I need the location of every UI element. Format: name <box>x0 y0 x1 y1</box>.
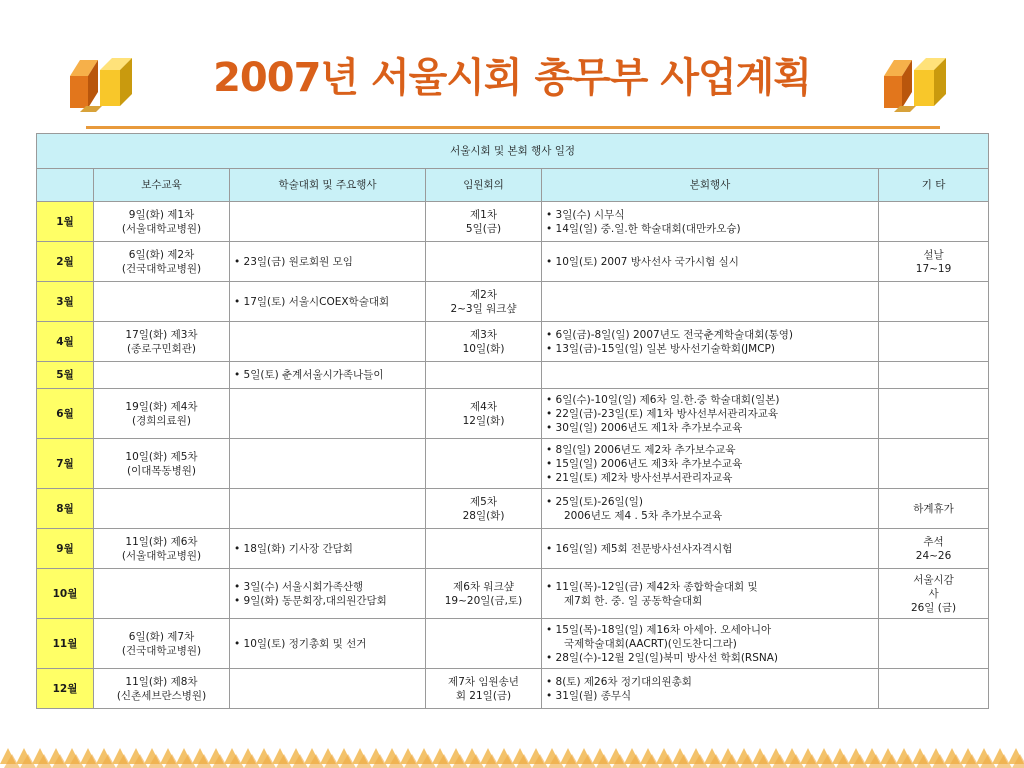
cell-line: • 6일(금)-8일(일) 2007년도 전국춘계학술대회(통영) <box>546 328 793 341</box>
table-row <box>37 529 989 569</box>
academic-cell <box>230 282 426 322</box>
month-cell: 1월 <box>37 202 94 242</box>
cell-line: • 18일(화) 기사장 간담회 <box>234 542 353 555</box>
other-cell <box>879 389 989 439</box>
cell-line: 서울시감 <box>913 573 954 586</box>
cell-line: 19~20일(금,토) <box>444 594 523 607</box>
education-cell <box>94 619 230 669</box>
header-corner <box>37 169 94 202</box>
cell-line: 추석 <box>923 535 944 548</box>
cell-line: • 8(토) 제26차 정기대의원총회 <box>546 675 692 688</box>
month-cell: 9월 <box>37 529 94 569</box>
executive-cell <box>426 282 542 322</box>
cell-line: 19일(화) 제4차 <box>125 400 198 413</box>
other-cell <box>879 569 989 619</box>
cell-line: 설날 <box>923 248 944 261</box>
executive-cell <box>426 669 542 709</box>
executive-cell <box>426 439 542 489</box>
cell-line: 제2차 <box>470 288 497 301</box>
executive-cell <box>426 529 542 569</box>
cell-line: • 13일(금)-15일(일) 일본 방사선기술학회(JMCP) <box>546 342 775 355</box>
other-cell <box>879 322 989 362</box>
month-cell: 4월 <box>37 322 94 362</box>
executive-cell <box>426 202 542 242</box>
cell-line: (건국대학교병원) <box>121 262 202 275</box>
cell-line: 회 21일(금) <box>455 689 512 702</box>
education-cell <box>94 322 230 362</box>
executive-cell <box>426 569 542 619</box>
cell-line: • 30일(일) 2006년도 제1차 추가보수교육 <box>546 421 743 434</box>
executive-cell <box>426 322 542 362</box>
cell-line: (건국대학교병원) <box>121 644 202 657</box>
academic-cell <box>230 242 426 282</box>
academic-cell <box>230 489 426 529</box>
cell-line: (경희의료원) <box>132 414 191 427</box>
cell-line: 17일(화) 제3차 <box>125 328 198 341</box>
education-cell <box>94 669 230 709</box>
cell-line: 26일 (금) <box>910 601 957 614</box>
cell-line: (종로구민회관) <box>126 342 197 355</box>
education-cell <box>94 489 230 529</box>
main-events-cell <box>542 282 879 322</box>
main-events-cell <box>542 362 879 389</box>
education-cell <box>94 202 230 242</box>
cell-line: • 9일(화) 동문회장,대의원간담회 <box>234 594 387 607</box>
column-header-row <box>37 169 989 202</box>
cell-line: 10일(화) <box>462 342 505 355</box>
cell-line: • 8일(일) 2006년도 제2차 추가보수교육 <box>546 443 736 456</box>
month-cell: 8월 <box>37 489 94 529</box>
academic-cell <box>230 529 426 569</box>
cell-line: • 10일(토) 2007 방사선사 국가시험 실시 <box>546 255 739 268</box>
academic-cell <box>230 202 426 242</box>
cell-line: • 25일(토)-26일(일) <box>546 495 643 508</box>
cell-line: 제7회 한. 중. 일 공동학술대회 <box>564 594 703 607</box>
cell-line: 제3차 <box>470 328 497 341</box>
cell-line: 17~19 <box>915 262 952 275</box>
academic-cell <box>230 362 426 389</box>
cell-line: • 22일(금)-23일(토) 제1차 방사선부서관리자교육 <box>546 407 779 420</box>
page-title: 2007년 서울시회 총무부 사업계획 <box>213 55 811 101</box>
education-cell <box>94 389 230 439</box>
cell-line: • 28일(수)-12월 2일(일)북미 방사선 학회(RSNA) <box>546 651 779 664</box>
table-row <box>37 322 989 362</box>
column-header-other: 기 타 <box>879 169 989 202</box>
table-row <box>37 619 989 669</box>
month-cell: 6월 <box>37 389 94 439</box>
cell-line: 6일(화) 제2차 <box>128 248 195 261</box>
cell-line: (신촌세브란스병원) <box>116 689 207 702</box>
table-row <box>37 439 989 489</box>
main-events-cell <box>542 619 879 669</box>
table-row <box>37 569 989 619</box>
month-cell: 3월 <box>37 282 94 322</box>
other-cell <box>879 362 989 389</box>
main-events-cell <box>542 569 879 619</box>
executive-cell <box>426 362 542 389</box>
cell-line: 2006년도 제4 . 5차 추가보수교육 <box>564 509 723 522</box>
column-header-education: 보수교육 <box>94 169 230 202</box>
column-header-main-events: 본회행사 <box>542 169 879 202</box>
main-events-cell <box>542 322 879 362</box>
other-cell <box>879 439 989 489</box>
other-cell <box>879 489 989 529</box>
cell-line: • 5일(토) 춘계서울시가족나들이 <box>234 369 384 381</box>
cell-line: 10일(화) 제5차 <box>125 450 198 463</box>
month-cell: 10월 <box>37 569 94 619</box>
academic-cell <box>230 669 426 709</box>
cell-line: 12일(화) <box>462 414 505 427</box>
cell-line: 11일(화) 제6차 <box>125 535 198 548</box>
other-cell <box>879 242 989 282</box>
education-cell <box>94 282 230 322</box>
table-row <box>37 362 989 389</box>
cell-line: 제4차 <box>470 400 497 413</box>
cell-line: 하계휴가 <box>913 502 954 515</box>
cell-line: • 15일(목)-18일(일) 제16차 아세아. 오세아니아 <box>546 623 772 636</box>
cell-line: • 17일(토) 서울시COEX학술대회 <box>234 295 390 308</box>
table-row <box>37 489 989 529</box>
schedule-body <box>37 134 989 709</box>
cell-line: 11일(화) 제8차 <box>125 675 198 688</box>
month-cell: 5월 <box>37 362 94 389</box>
cell-line: (서울대학교병원) <box>121 549 202 562</box>
cell-line: • 16일(일) 제5회 전문방사선사자격시험 <box>546 542 733 555</box>
bottom-decoration-band <box>0 734 1024 768</box>
main-events-cell <box>542 669 879 709</box>
cell-line: 9일(화) 제1차 <box>128 208 195 221</box>
column-header-executive: 임원회의 <box>426 169 542 202</box>
cube-logo-right <box>880 56 956 120</box>
column-header-academic: 학술대회 및 주요행사 <box>230 169 426 202</box>
cell-line: 제5차 <box>470 495 497 508</box>
cell-line: • 14일(일) 중.일.한 학술대회(대만카오슝) <box>546 222 741 235</box>
cell-line: • 21일(토) 제2차 방사선부서관리자교육 <box>546 471 733 484</box>
academic-cell <box>230 439 426 489</box>
other-cell <box>879 669 989 709</box>
cell-line: 제6차 워크샾 <box>453 580 514 593</box>
executive-cell <box>426 389 542 439</box>
cube-logo-left <box>66 56 142 120</box>
month-cell: 11월 <box>37 619 94 669</box>
main-events-cell <box>542 242 879 282</box>
main-events-cell <box>542 529 879 569</box>
academic-cell <box>230 389 426 439</box>
executive-cell <box>426 242 542 282</box>
other-cell <box>879 202 989 242</box>
executive-cell <box>426 489 542 529</box>
cell-line: 24~26 <box>915 549 952 562</box>
cell-line: 사 <box>928 587 939 600</box>
table-caption: 서울시회 및 본회 행사 일정 <box>37 134 989 169</box>
table-row <box>37 669 989 709</box>
cell-line: (서울대학교병원) <box>121 222 202 235</box>
other-cell <box>879 282 989 322</box>
cell-line: • 10일(토) 정기총회 및 선거 <box>234 637 367 650</box>
education-cell <box>94 569 230 619</box>
cell-line: • 23일(금) 원로회원 모임 <box>234 255 353 268</box>
cell-line: 28일(화) <box>462 509 505 522</box>
cell-line: 국제학술대회(AACRT)(인도찬디그라) <box>564 637 737 650</box>
education-cell <box>94 362 230 389</box>
cell-line: 제1차 <box>470 208 497 221</box>
cell-line: (이대목동병원) <box>126 464 197 477</box>
table-row <box>37 242 989 282</box>
cell-line: • 11일(목)-12일(금) 제42차 종합학술대회 및 <box>546 580 758 593</box>
main-events-cell <box>542 439 879 489</box>
education-cell <box>94 439 230 489</box>
month-cell: 12월 <box>37 669 94 709</box>
cell-line: • 3일(수) 시무식 <box>546 208 625 221</box>
table-row <box>37 282 989 322</box>
table-row <box>37 202 989 242</box>
cell-line: 5일(금) <box>465 222 502 235</box>
main-events-cell <box>542 202 879 242</box>
academic-cell <box>230 569 426 619</box>
cell-line: 2~3일 워크샾 <box>450 302 517 315</box>
other-cell <box>879 619 989 669</box>
schedule-table <box>36 133 989 709</box>
table-row <box>37 389 989 439</box>
cell-line: 제7차 임원송년 <box>448 675 519 688</box>
month-cell: 2월 <box>37 242 94 282</box>
cell-line: 6일(화) 제7차 <box>128 630 195 643</box>
education-cell <box>94 529 230 569</box>
month-cell: 7월 <box>37 439 94 489</box>
academic-cell <box>230 619 426 669</box>
title-underline <box>86 126 940 129</box>
main-events-cell <box>542 389 879 439</box>
education-cell <box>94 242 230 282</box>
academic-cell <box>230 322 426 362</box>
table-caption-row <box>37 134 989 169</box>
cell-line: • 3일(수) 서울시회가족산행 <box>234 580 364 593</box>
executive-cell <box>426 619 542 669</box>
cell-line: • 6일(수)-10일(일) 제6차 일.한.중 학술대회(일본) <box>546 393 780 406</box>
cell-line: • 15일(일) 2006년도 제3차 추가보수교육 <box>546 457 743 470</box>
other-cell <box>879 529 989 569</box>
cell-line: • 31일(월) 종무식 <box>546 689 632 702</box>
main-events-cell <box>542 489 879 529</box>
